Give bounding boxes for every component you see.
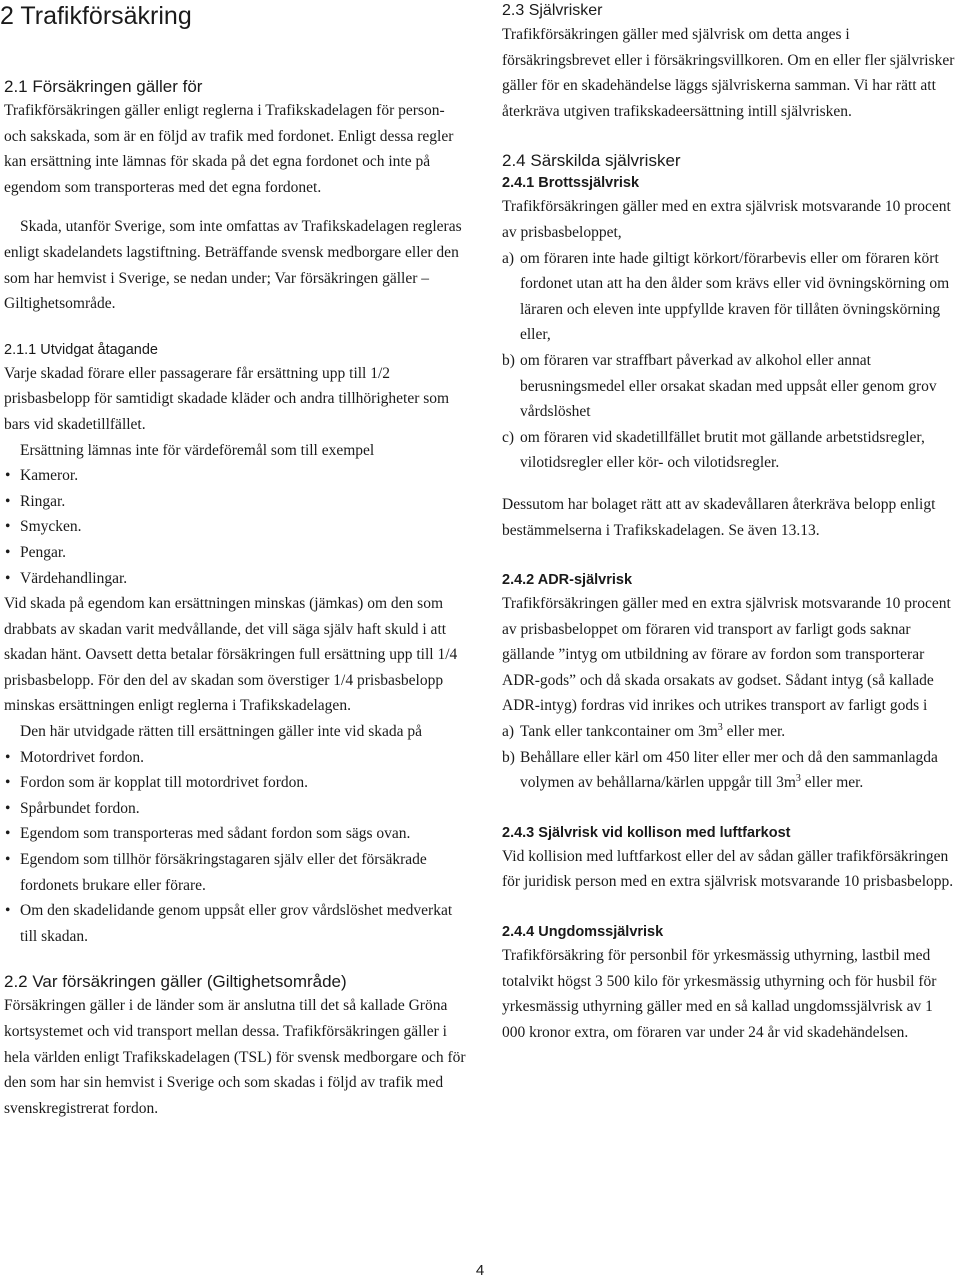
section-2-1-paragraph-1: Trafikförsäkringen gäller enligt reglerna i Trafikskadelagen för person- och sakskada, som är en följd av trafik med fordonet. Enligt dessa regler kan ersättning inte lämnas för skada på det egna fordonet och inte på egendom som transporteras med det egna fordonet. [4,102,454,196]
section-2-4-1-paragraph-2: Dessutom har bolaget rätt att av skadevållaren återkräva belopp enligt bestämmelserna i Trafikskadelagen. Se även 13.13. [502,495,936,539]
section-2-1-1-paragraph-3: Vid skada på egendom kan ersättningen minskas (jämkas) om den som drabbats av skadan varit medvållande, det vill säga själv haft skuld i att skadan hänt. Oavsett detta betalar försäkringen full ersättning upp till 1/4 prisbasbelopp. För den del av skadan som överstiger 1/4 prisbasbelopp minskas ersättningen enligt reglerna i Trafikskadelagen. [4,595,458,715]
list-item: • Värdehandlingar. [4,566,466,592]
section-2-4-2-paragraph-1: Trafikförsäkringen gäller med en extra självrisk motsvarande 10 procent av prisbasbeloppet om föraren vid transport av farligt gods saknar gällande ”intyg om utbildning av förare av fordon som transporterar ADR-gods” och då skada orsakats av godset. Sådant intyg (så kallade ADR-intyg) fordras vid inrikes och utrikes transport av farligt gods i [502,595,951,715]
chapter-title: 2 Trafikförsäkring [0,2,192,30]
section-2-4-1-title: 2.4.1 Brottssjälvrisk [502,175,640,192]
list-item: • Fordon som är kopplat till motordrivet fordon. [4,770,466,796]
list-item: c) om föraren vid skadetillfället brutit mot gällande arbetstidsregler, vilotidsregler eller kör- och vilotidsregler. [502,428,925,472]
list-item: • Om den skadelidande genom uppsåt eller grov vårdslöshet medverkat till skadan. [4,898,466,949]
list-item: • Motordrivet fordon. [4,745,466,771]
list-item: b) Behållare eller kärl om 450 liter eller mer och då den sammanlagda volymen av behållarna/kärlen uppgår till $3m^3$ eller mer. [502,748,938,792]
section-2-4-2-title: 2.4.2 ADR-självrisk [502,572,633,589]
list-item: • Kameror. [4,463,466,489]
section-2-4-3-title: 2.4.3 Självrisk vid kollison med luftfarkost [502,824,791,841]
page-number: 4 [475,1262,485,1279]
list-item: • Egendom som transporteras med sådant fordon som sägs ovan. [4,821,466,847]
section-2-1-title: 2.1 Försäkringen gäller för [4,77,203,96]
adr-containers-list [502,719,958,796]
section-2-1-1-paragraph-4: Den här utvidgade rätten till ersättningen gäller inte vid skada på [20,723,423,741]
section-2-4-title: 2.4 Särskilda självrisker [502,151,681,171]
section-2-1-1-paragraph-1: Varje skadad förare eller passagerare får ersättning upp till 1/2 prisbasbelopp för samtidigt skadade kläder och andra tillhörigheter som bars vid skadetillfället. [4,364,450,433]
section-2-2-paragraph-1: Försäkringen gäller i de länder som är anslutna till det så kallade Gröna kortsystemet och vid transport mellan dessa. Trafikförsäkringen gäller i hela världen enligt Trafikskadelagen (TSL) för svensk medborgare och för den som har sin hemvist i Sverige och som skadas i följd av trafik med svenskregistrerat fordon. [4,997,466,1117]
section-2-3-title: 2.3 Självrisker [502,2,603,19]
list-item: b) om föraren var straffbart påverkad av alkohol eller annat berusningsmedel eller orsakat skadan med uppsåt eller genom grov vårdslöshet [502,351,937,421]
right-column [502,0,958,1045]
section-2-1-paragraph-2: Skada, utanför Sverige, som inte omfattas av Trafikskadelagen regleras enligt skadelandets lagstiftning. Beträffande svensk medborgare eller den som har hemvist i Sverige, se nedan under; Var försäkringen gäller – Giltighetsområde. [4,218,462,313]
section-2-4-1-paragraph-1: Trafikförsäkringen gäller med en extra självrisk motsvarande 10 procent av prisbasbeloppet, [502,198,951,241]
section-2-4-4-paragraph-1: Trafikförsäkring för personbil för yrkesmässig uthyrning, lastbil med totalvikt högst 3 500 kilo för yrkesmässig uthyrning och för husbil för yrkesmässig uthyrning gäller med en så kallad ungdomssjälvrisk av 1 000 kronor extra, om föraren var under 24 år vid skadehändelsen. [502,947,937,1041]
section-2-4-3-paragraph-1: Vid kollision med luftfarkost eller del av sådan gäller trafikförsäkringen för juridisk person med en extra självrisk motsvarande 10 prisbasbelopp. [502,847,954,891]
list-item: a) Tank eller tankcontainer om $3m^3$ eller mer. [502,721,786,741]
valuables-list [4,463,466,591]
left-column [4,0,466,1121]
section-2-4-4-title: 2.4.4 Ungdomssjälvrisk [502,924,664,941]
section-2-1-1-paragraph-2: Ersättning lämnas inte för värdeföremål som till exempel [20,441,375,459]
excluded-property-list [4,745,466,950]
list-item: • Spårbundet fordon. [4,796,466,822]
list-item: • Pengar. [4,540,466,566]
section-2-2-title: 2.2 Var försäkringen gäller (Giltighetsområde) [4,972,347,992]
section-2-3-paragraph-1: Trafikförsäkringen gäller med självrisk om detta anges i försäkringsbrevet eller i försäkringsvillkoren. Om en eller fler självrisker gäller för en skadehändelse läggs självriskerna samman. Vi har rätt att återkräva utgiven trafikskadeersättning intill självrisken. [502,26,955,120]
list-item: a) om föraren inte hade giltigt körkort/förarbevis eller om föraren kört fordonet utan att ha den ålder som krävs eller vid övningskörning om läraren och eleven inte uppfyllde kraven för tillåten övningskörning eller, [502,249,950,344]
list-item: • Egendom som tillhör försäkringstagaren själv eller det försäkrade fordonets brukare eller förare. [4,847,466,898]
brottssjalvrisk-conditions [502,246,958,476]
list-item: • Smycken. [4,514,466,540]
list-item: • Ringar. [4,489,466,515]
section-2-1-1-title: 2.1.1 Utvidgat åtagande [4,341,158,358]
